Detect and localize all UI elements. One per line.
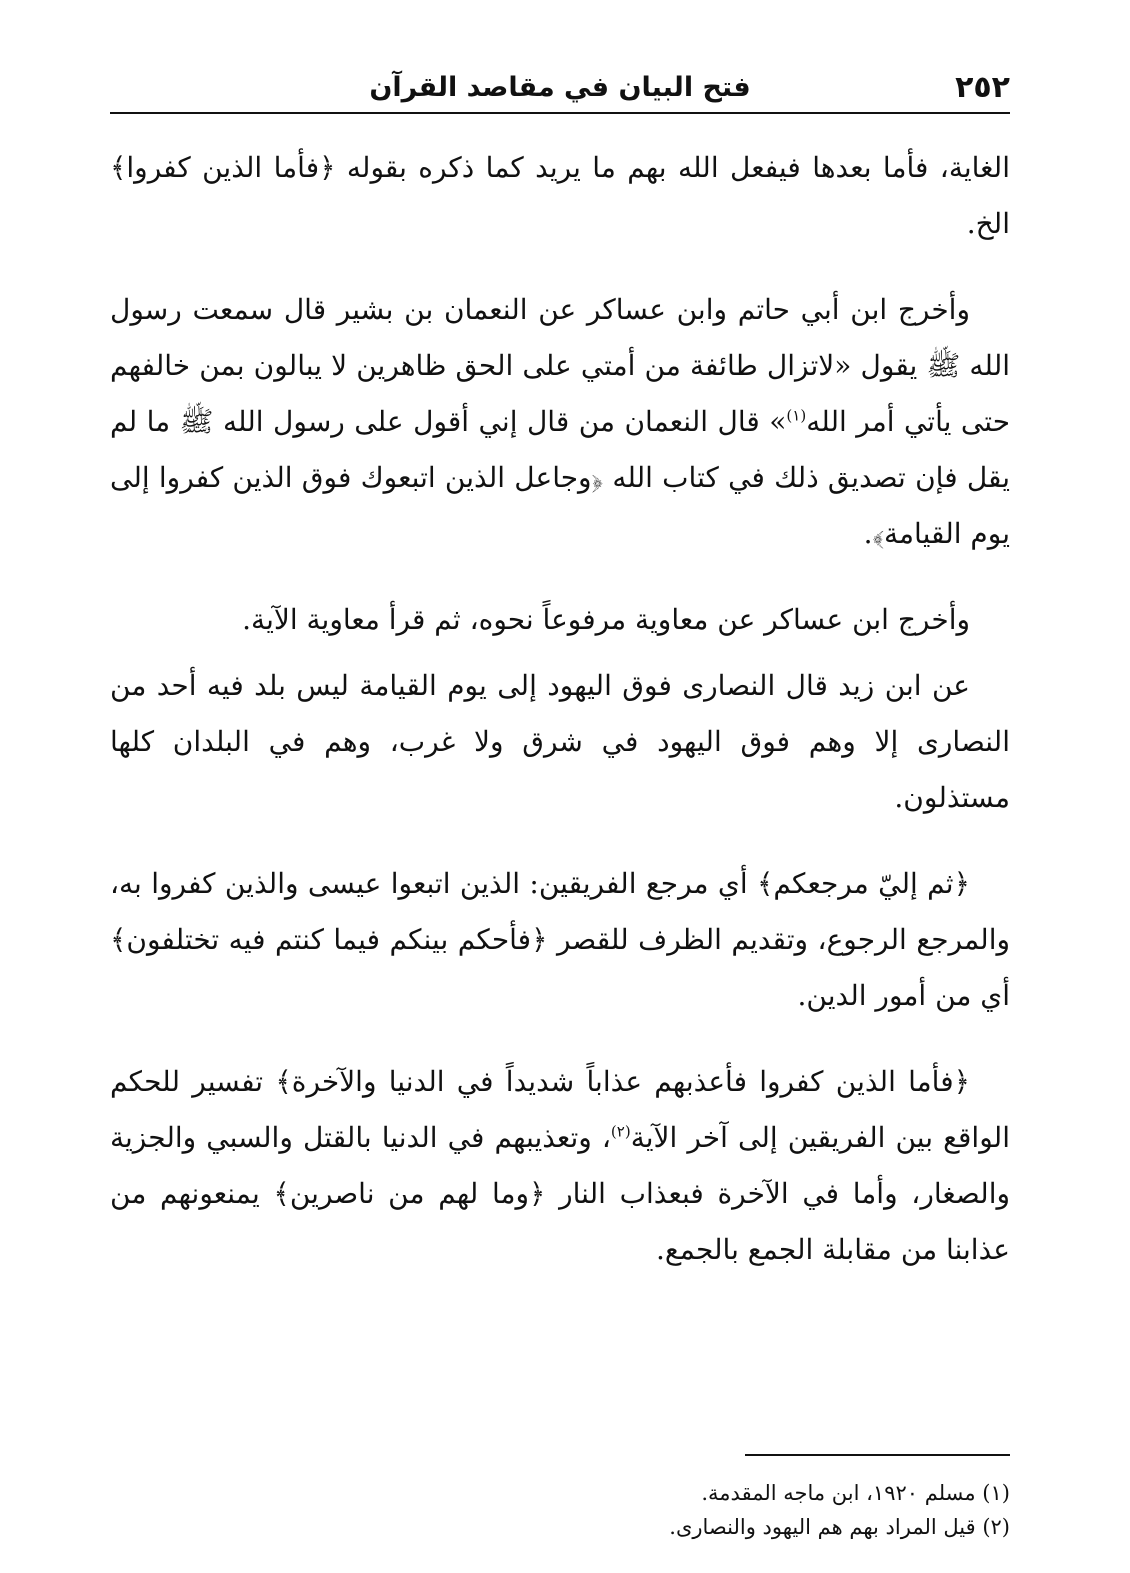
- paragraph-text: ، وتعذيبهم في الدنيا بالقتل والسبي والجزية والصغار، وأما في الآخرة فبعذاب النار ﴿وما لهم من ناصرين﴾ يمنعونهم من عذابنا من مقابلة الجمع بالجمع.: [110, 1121, 1010, 1266]
- paragraph-text: » قال النعمان من قال إني أقول على رسول الله ﷺ ما لم يقل فإن تصديق ذلك في كتاب الله ﴿وجاعل الذين اتبعوك فوق الذين كفروا إلى يوم القيامة﴾.: [110, 405, 1010, 550]
- footnote: (٢) قيل المراد بهم هم اليهود والنصارى.: [669, 1515, 1010, 1539]
- paragraph: عن ابن زيد قال النصارى فوق اليهود إلى يوم القيامة ليس بلد فيه أحد من النصارى إلا وهم فوق اليهود في شرق ولا غرب، وهم في البلدان كلها مستذلون.: [110, 669, 1010, 814]
- paragraph: [110, 1054, 1010, 1278]
- footnotes: [110, 1476, 1010, 1544]
- page-header: [110, 64, 1010, 114]
- paragraph: [110, 282, 1010, 562]
- paragraph: ﴿ثم إليّ مرجعكم﴾ أي مرجع الفريقين: الذين اتبعوا عيسى والذين كفروا به، والمرجع الرجوع، وتقديم الظرف للقصر ﴿فأحكم بينكم فيما كنتم فيه تختلفون﴾ أي من أمور الدين.: [110, 867, 1010, 1012]
- page-number: ٢٥٢: [955, 70, 1010, 105]
- paragraph-text: وأخرج ابن أبي حاتم وابن عساكر عن النعمان بن بشير قال سمعت رسول الله ﷺ يقول «لاتزال طائفة من أمتي على الحق ظاهرين لا يبالون بمن خالفهم حتى يأتي أمر الله: [110, 293, 1011, 438]
- book-page: [110, 64, 1010, 1544]
- main-text: [110, 140, 1010, 1278]
- footnote-ref: (٢): [610, 1122, 631, 1141]
- running-title: فتح البيان في مقاصد القرآن: [369, 72, 751, 103]
- footnote: (١) مسلم ١٩٢٠، ابن ماجه المقدمة.: [701, 1481, 1010, 1505]
- paragraph: الغاية، فأما بعدها فيفعل الله بهم ما يريد كما ذكره بقوله ﴿فأما الذين كفروا﴾ الخ.: [110, 151, 1010, 240]
- footnote-ref: (١): [786, 406, 807, 425]
- paragraph: وأخرج ابن عساكر عن معاوية مرفوعاً نحوه، ثم قرأ معاوية الآية.: [242, 603, 970, 636]
- paragraph-text: ﴿فأما الذين كفروا فأعذبهم عذاباً شديداً في الدنيا والآخرة﴾ تفسير للحكم الواقع بين الفريقين إلى آخر الآية: [110, 1065, 1010, 1154]
- footnote-separator: [745, 1454, 1010, 1456]
